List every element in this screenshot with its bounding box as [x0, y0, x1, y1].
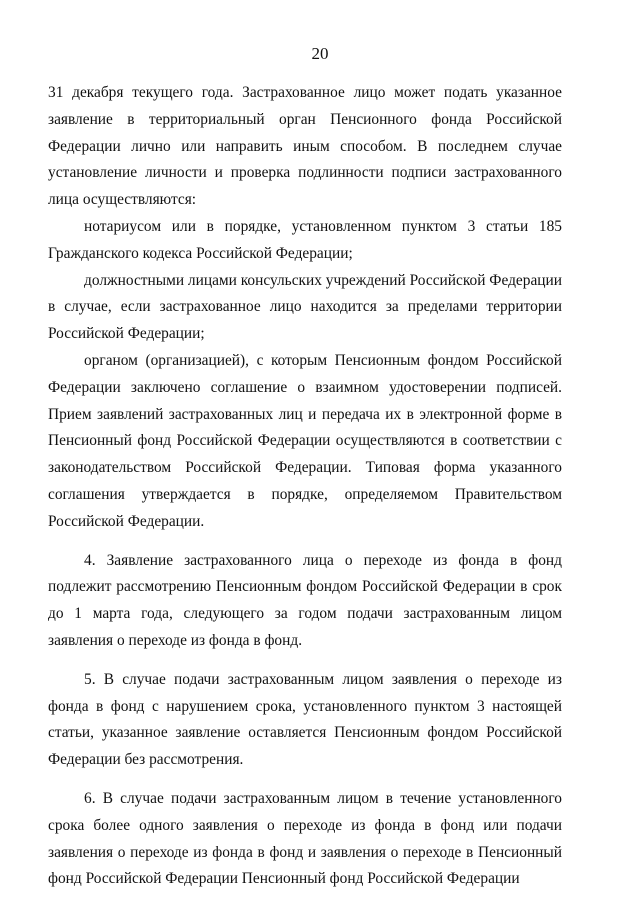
paragraph-consular-officials: должностными лицами консульских учреждений Российской Федерации в случае, если застрахованное лицо находится за пределами территории Российской Федерации;: [48, 271, 562, 343]
paragraph-item-4: 4. Заявление застрахованного лица о переходе из фонда в фонд подлежит рассмотрению Пенсионным фондом Российской Федерации в срок до 1 марта года, следующего за годом подачи застрахованным лицом заявления о переходе из фонда в фонд.: [48, 551, 562, 649]
paragraph-deadline: 31 декабря текущего года. Застрахованное лицо может подать указанное заявление в территориальный орган Пенсионного фонда Российской Федерации лично или направить иным способом. В последнем случае установление личности и проверка подлинности подписи застрахованного лица осуществляются:: [48, 84, 562, 209]
paragraph-notary: нотариусом или в порядке, установленном пунктом 3 статьи 185 Гражданского кодекса Российской Федерации;: [48, 217, 562, 262]
paragraph-item-6: 6. В случае подачи застрахованным лицом в течение установленного срока более одного заявления о переходе из фонда в фонд или подачи заявления о переходе из фонда в фонд и заявления о переходе в Пенсионный фонд Российской Федерации Пенсионный фонд Российской Федерации: [48, 789, 562, 888]
page-number: 20: [311, 44, 329, 63]
paragraph-item-5: 5. В случае подачи застрахованным лицом заявления о переходе из фонда в фонд с нарушением срока, установленного пунктом 3 настоящей статьи, указанное заявление оставляется Пенсионным фондом Российской Федерации без рассмотрения.: [48, 670, 562, 769]
document-body: [48, 80, 562, 893]
paragraph-organization: органом (организацией), с которым Пенсионным фондом Российской Федерации заключено соглашение о взаимном удостоверении подписей. Прием заявлений застрахованных лиц и передача их в электронной форме в Пенсионный фонд Российской Федерации осуществляются в соответствии с законодательством Российской Федерации. Типовая форма указанного соглашения утверждается в порядке, определяемом Правительством Российской Федерации.: [48, 351, 562, 530]
